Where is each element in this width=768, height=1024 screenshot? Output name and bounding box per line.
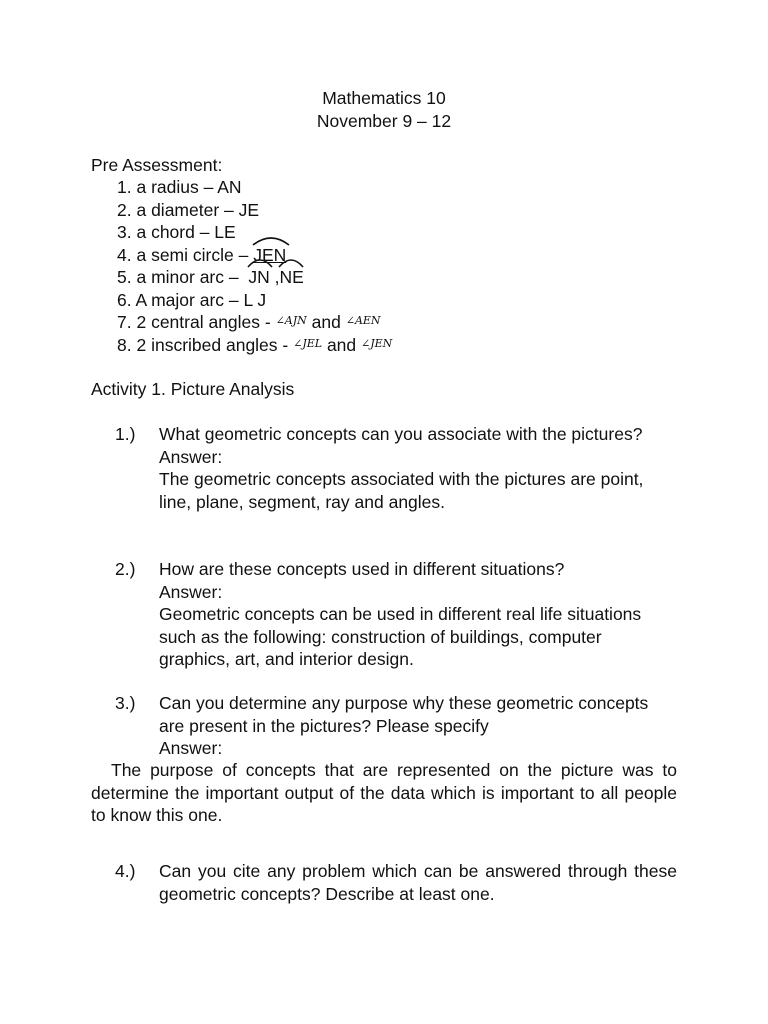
question-text: How are these concepts used in different situations?: [159, 559, 565, 579]
item-number: 1.: [117, 177, 132, 197]
question-number: 4.): [115, 861, 136, 881]
question-number: 1.): [115, 424, 136, 444]
item-number: 7.: [117, 312, 132, 332]
item-text: A major arc – L J: [135, 290, 267, 310]
question-text: Can you cite any problem which can be answered through these geometric concepts? Describe at least one.: [159, 861, 677, 904]
pre-assessment-item: [117, 200, 259, 221]
pre-assessment-item: [117, 222, 236, 243]
arc-notation: JEN: [253, 245, 286, 266]
pre-assessment-item: 7. 2 central angles - $^{\angle AJN}$ and $^{\angle AEN}$: [117, 312, 381, 332]
question-number: 2.): [115, 559, 136, 579]
answer-text: The purpose of concepts that are represented on the picture was to determine the important output of the data which is important to all people to know this one.: [91, 760, 677, 826]
arc-symbol: [251, 235, 291, 247]
arc-symbol: [246, 257, 274, 269]
item-number: 5.: [117, 267, 132, 287]
item-text: a diameter – JE: [136, 200, 260, 220]
item-text: a chord – LE: [136, 222, 236, 242]
answer-text: The geometric concepts associated with the pictures are point, line, plane, segment, ray and angles.: [159, 469, 644, 512]
item-text: a radius – AN: [136, 177, 242, 197]
angle-notation: ∠JEL: [293, 337, 323, 350]
document-date: November 9 – 12: [316, 111, 452, 131]
item-number: 4.: [117, 245, 132, 265]
pre-assessment-item: 5. a minor arc – JN , NE: [117, 267, 304, 288]
question-block: [159, 558, 659, 671]
arc-notation: NE: [279, 267, 303, 288]
arc-symbol: [277, 257, 305, 269]
answer-text: Geometric concepts can be used in different real life situations such as the following: construction of buildings, computer graphics, art, and interior design.: [159, 604, 642, 670]
answer-label: Answer:: [159, 581, 223, 602]
question-text: Can you determine any purpose why these geometric concepts are present in the pictures? Please specify: [159, 693, 649, 736]
pre-assessment-item: [117, 290, 266, 311]
question-text: What geometric concepts can you associate with the pictures?: [159, 424, 643, 444]
question-number: 3.): [115, 693, 136, 713]
arc-notation: JN: [248, 267, 269, 288]
pre-assessment-item: 8. 2 inscribed angles - $^{\angle JEL}$ and $^{\angle JEN}$: [117, 335, 393, 355]
angle-notation: ∠JEN: [361, 337, 393, 350]
question-block: [159, 423, 659, 513]
item-number: 8.: [117, 335, 132, 355]
answer-label: Answer:: [159, 738, 223, 759]
document-title: Mathematics 10: [322, 88, 446, 108]
angle-notation: ∠AEN: [345, 314, 381, 327]
pre-assessment-item: [117, 177, 242, 198]
angle-notation: ∠AJN: [275, 314, 307, 327]
item-number: 2.: [117, 200, 132, 220]
item-text: a semi circle –: [136, 245, 254, 265]
item-number: 6.: [117, 290, 132, 310]
item-number: 3.: [117, 222, 132, 242]
item-text: a minor arc –: [136, 267, 244, 287]
question-block: [159, 692, 659, 760]
item-text: 2 inscribed angles -: [136, 335, 294, 355]
pre-assessment-heading: Pre Assessment:: [91, 155, 223, 175]
item-text: 2 central angles -: [136, 312, 276, 332]
activity-heading: Activity 1. Picture Analysis: [91, 379, 295, 399]
answer-label: Answer:: [159, 446, 223, 467]
